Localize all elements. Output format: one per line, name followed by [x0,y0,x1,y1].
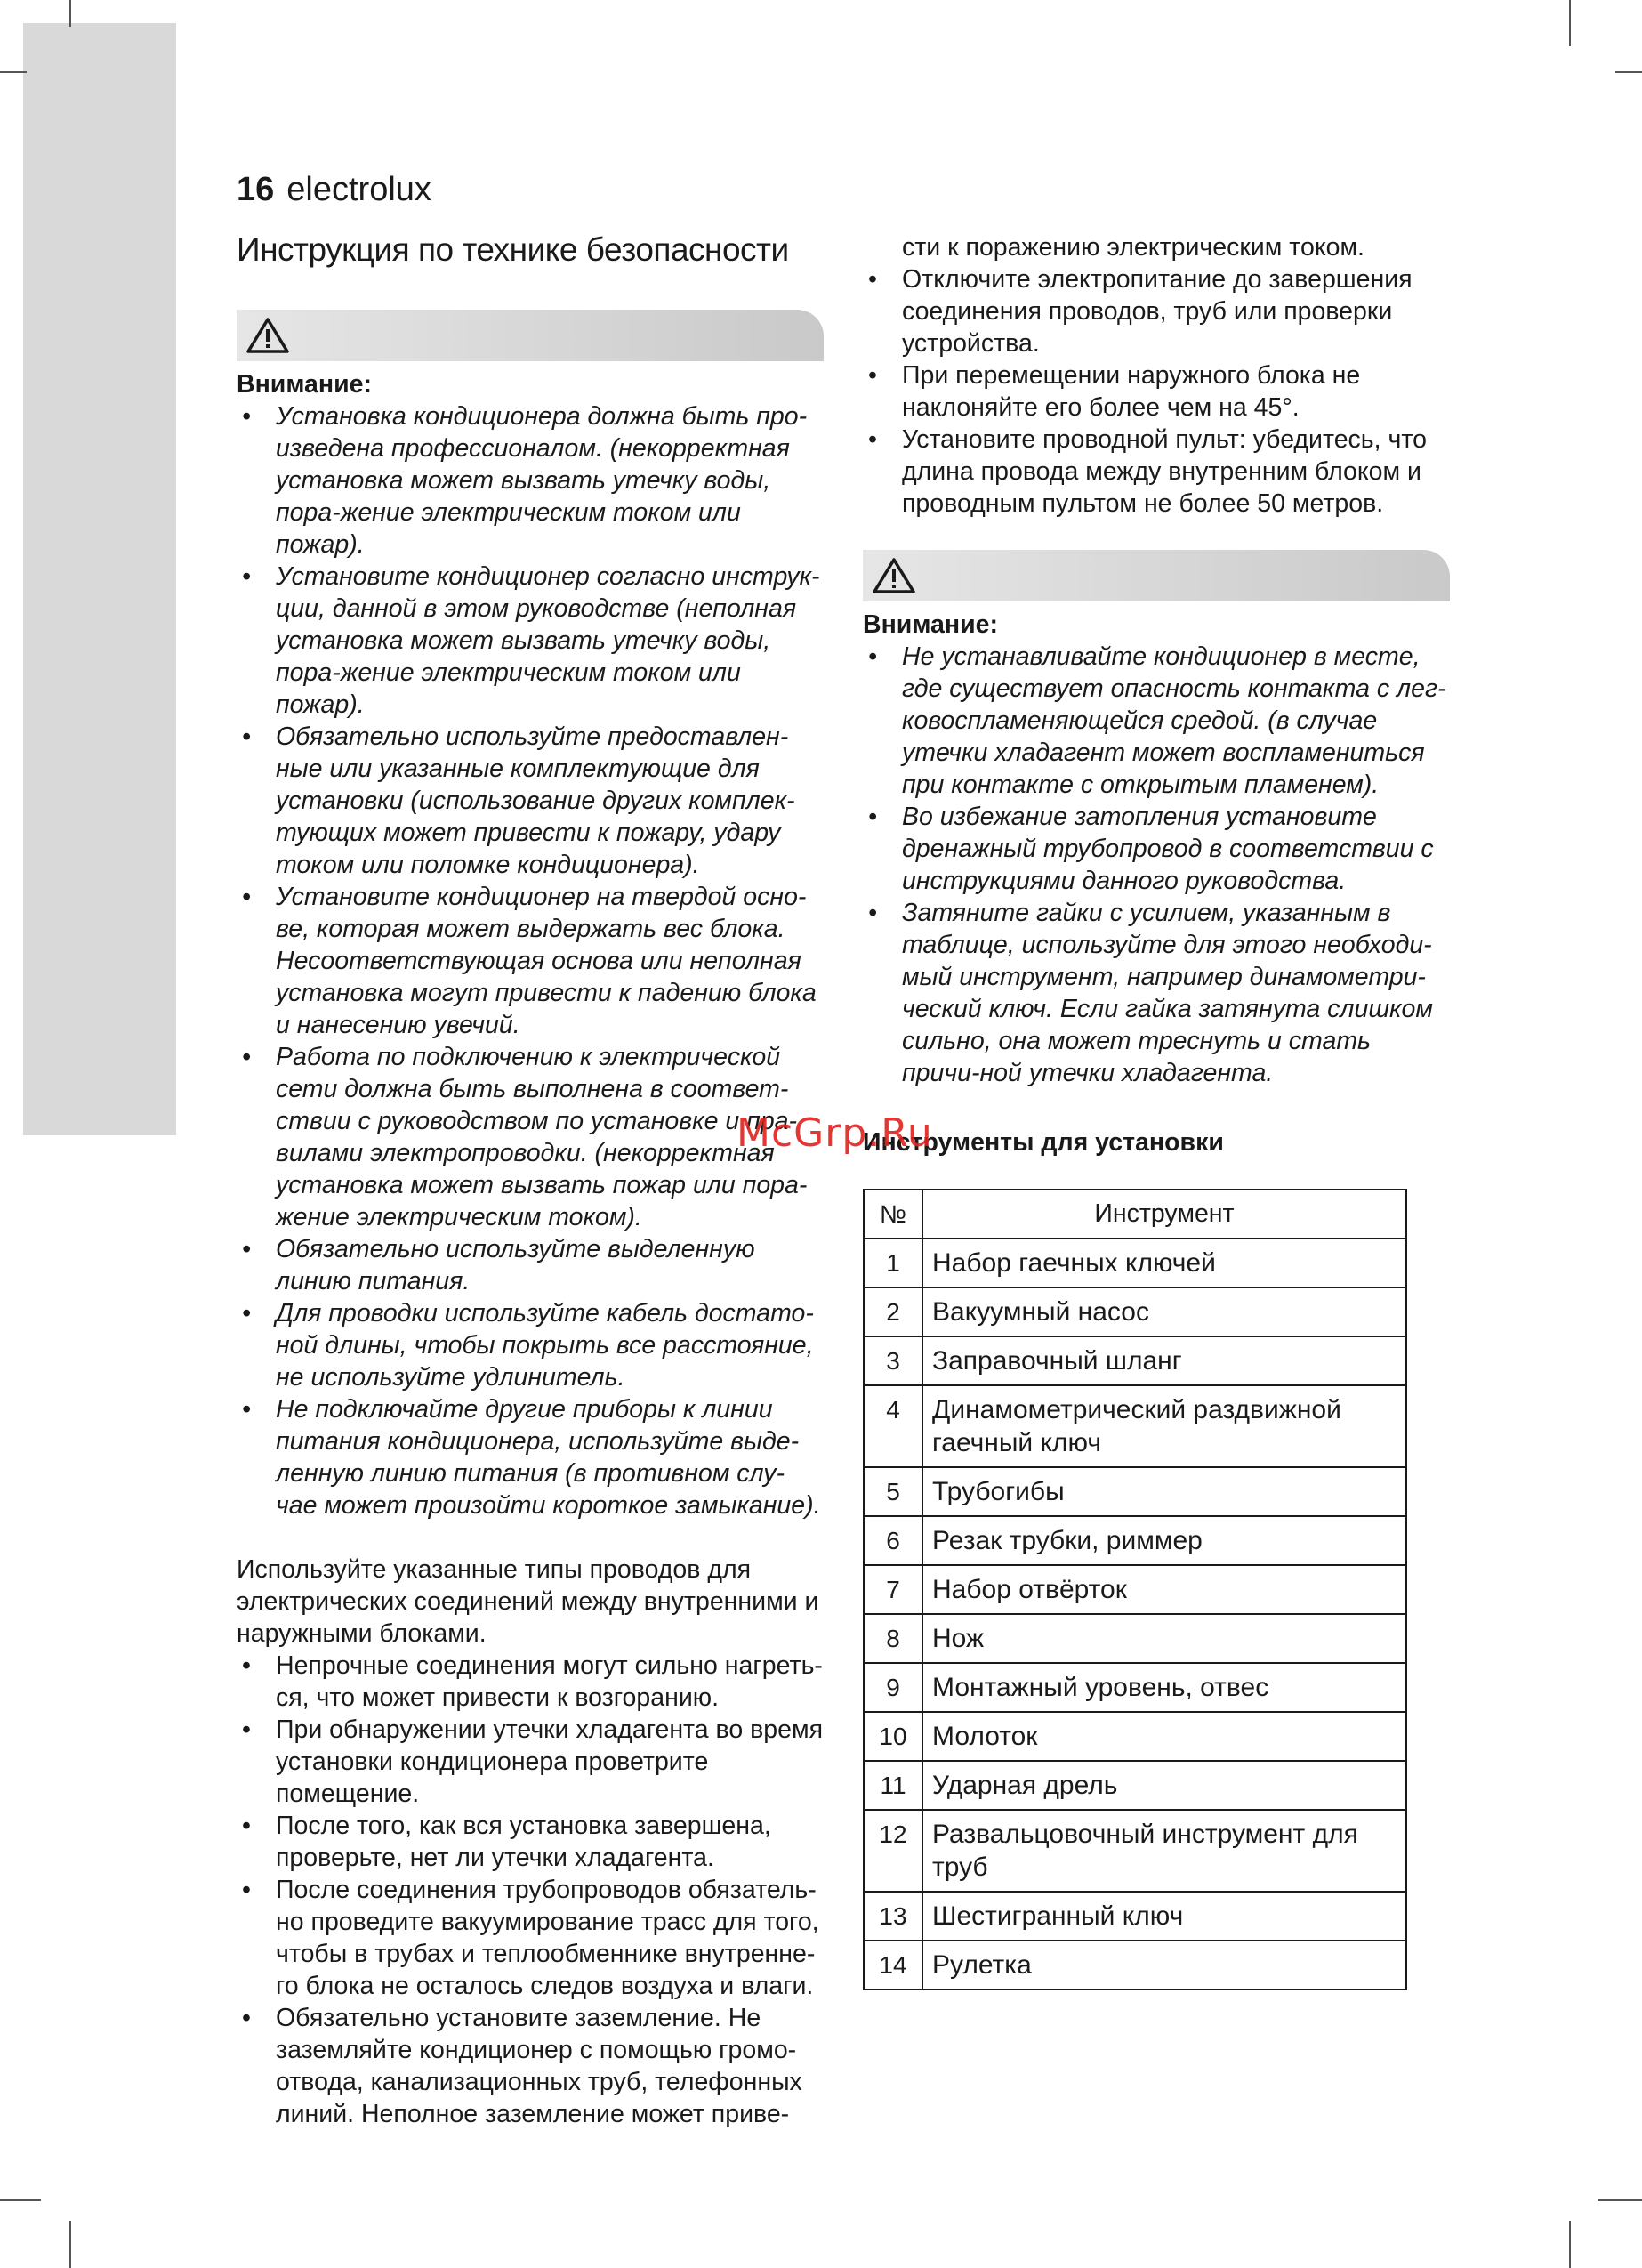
list-item: • При перемещении наружного блока не наклоняйте его более чем на 45°. [863,359,1450,424]
list-item: • Для проводки используйте кабель достато-ной длины, чтобы покрыть все расстояние, не используйте удлинитель. [237,1297,824,1393]
row-number: 6 [864,1516,922,1565]
list-item: • Работа по подключению к электрической сети должна быть выполнена в соответ-ствии с руководством по установке и пра-вилами электропроводки. (некорректная установка может вызвать пожар или пора-жение электрическим током). [237,1041,824,1233]
row-number: 2 [864,1287,922,1336]
warning-triangle-icon [245,317,290,354]
row-number: 4 [864,1385,922,1467]
row-number: 10 [864,1712,922,1761]
list-item: • Затяните гайки с усилием, указанным в таблице, используйте для этого необходи-мый инструмент, например динамометри-ческий ключ. Если гайка затянута слишком сильно, она может треснуть и стать причи-ной утечки хладагента. [863,897,1450,1089]
tool-name: Ударная дрель [922,1761,1406,1810]
tool-name: Молоток [922,1712,1406,1761]
list-item: • Обязательно используйте выделенную линию питания. [237,1233,824,1297]
right-plain-list [863,263,1450,520]
tool-name: Рулетка [922,1941,1406,1990]
row-number: 1 [864,1239,922,1287]
table-row [864,1712,1406,1761]
tool-name: Набор отвёрток [922,1565,1406,1614]
list-item: • Непрочные соединения могут сильно нагреть-ся, что может привести к возгоранию. [237,1650,824,1714]
crop-mark [1598,2199,1642,2201]
list-item: • После того, как вся установка завершена, проверьте, нет ли утечки хладагента. [237,1810,824,1874]
crop-mark [69,2221,71,2268]
list-item: • Установите кондиционер на твердой осно-ве, которая может выдержать вес блока. Несоответствующая основа или неполная установка могут привести к падению блока и нанесению увечий. [237,881,824,1041]
list-item: • При обнаружении утечки хладагента во время установки кондиционера проветрите помещение. [237,1714,824,1810]
page-title: Инструкция по технике безопасности [237,231,789,268]
warning-label: Внимание: [237,370,372,399]
tool-name: Нож [922,1614,1406,1663]
row-number: 5 [864,1467,922,1516]
tool-name: Трубогибы [922,1467,1406,1516]
left-warning-list [237,400,824,1521]
tool-name: Вакуумный насос [922,1287,1406,1336]
warning-label: Внимание: [863,610,998,639]
row-number: 11 [864,1761,922,1810]
list-item: • Отключите электропитание до завершения соединения проводов, труб или проверки устройства. [863,263,1450,359]
tool-name: Динамометрический раздвижной гаечный ключ [922,1385,1406,1467]
tools-table [863,1189,1407,1990]
table-row [864,1385,1406,1467]
table-row [864,1663,1406,1712]
table-row [864,1336,1406,1385]
table-header-row [864,1190,1406,1239]
column-header: Инструмент [922,1190,1406,1239]
row-number: 9 [864,1663,922,1712]
list-item: • Во избежание затопления установите дренажный трубопровод в соответствии с инструкциями данного руководства. [863,801,1450,897]
table-row [864,1287,1406,1336]
continued-text: сти к поражению электрическим током. [902,233,1364,262]
crop-mark [1569,2221,1571,2268]
wiring-intro: Используйте указанные типы проводов для электрических соединений между внутренними и наружными блоками. [237,1555,819,1648]
list-item: • Установите кондиционер согласно инструк-ции, данной в этом руководстве (неполная установка может вызвать утечку воды, пора-жение электрическим током или пожар). [237,561,824,721]
crop-mark [1569,0,1571,46]
tools-heading: Инструменты для установки [863,1128,1224,1157]
left-plain-list [237,1650,824,2130]
watermark: McGrp.Ru [736,1110,933,1156]
row-number: 13 [864,1892,922,1941]
column-header: № [864,1190,922,1239]
crop-mark [0,71,27,73]
table-row [864,1565,1406,1614]
right-column [863,231,1450,1990]
list-item: • Обязательно используйте предоставлен-ные или указанные комплектующие для установки (использование других комплек-тующих может привести к пожару, удару током или поломке кондиционера). [237,721,824,881]
tool-name: Резак трубки, риммер [922,1516,1406,1565]
row-number: 7 [864,1565,922,1614]
table-row [864,1614,1406,1663]
list-item: • После соединения трубопроводов обязатель-но проведите вакуумирование трасс для того, чтобы в трубах и теплообменнике внутренне-го блока не осталось следов воздуха и влаги. [237,1874,824,2002]
list-item: • Обязательно установите заземление. Не заземляйте кондиционер с помощью громо-отвода, канализационных труб, телефонных линий. Неполное заземление может приве- [237,2002,824,2130]
crop-mark [0,2199,41,2201]
page-header [237,171,431,209]
row-number: 3 [864,1336,922,1385]
row-number: 12 [864,1810,922,1892]
tool-name: Шестигранный ключ [922,1892,1406,1941]
tool-name: Набор гаечных ключей [922,1239,1406,1287]
crop-mark [69,0,71,27]
table-row [864,1761,1406,1810]
table-row [864,1467,1406,1516]
table-row [864,1810,1406,1892]
tool-name: Заправочный шланг [922,1336,1406,1385]
list-item: • Установите проводной пульт: убедитесь, что длина провода между внутренним блоком и проводным пультом не более 50 метров. [863,424,1450,520]
list-item: • Не подключайте другие приборы к линии питания кондиционера, используйте выде-ленную линию питания (в противном слу-чае может произойти короткое замыкание). [237,1393,824,1521]
left-column [237,310,824,2130]
row-number: 8 [864,1614,922,1663]
row-number: 14 [864,1941,922,1990]
table-row [864,1892,1406,1941]
table-row [864,1941,1406,1990]
warning-banner [237,310,824,361]
brand-name: electrolux [286,171,431,208]
page-side-band [23,23,176,1135]
list-item: • Установка кондиционера должна быть про-изведена профессионалом. (некорректная установка может вызвать утечку воды, пора-жение электрическим током или пожар). [237,400,824,561]
page-number: 16 [237,171,275,208]
warning-triangle-icon [872,557,916,594]
tool-name: Монтажный уровень, отвес [922,1663,1406,1712]
warning-banner [863,550,1450,601]
table-row [864,1516,1406,1565]
table-row [864,1239,1406,1287]
list-item: • Не устанавливайте кондиционер в месте, где существует опасность контакта с лег-ковоспламеняющейся средой. (в случае утечки хладагент может воспламениться при контакте с открытым пламенем). [863,641,1450,801]
tool-name: Развальцовочный инструмент для труб [922,1810,1406,1892]
right-warning-list [863,641,1450,1089]
crop-mark [1615,71,1642,73]
